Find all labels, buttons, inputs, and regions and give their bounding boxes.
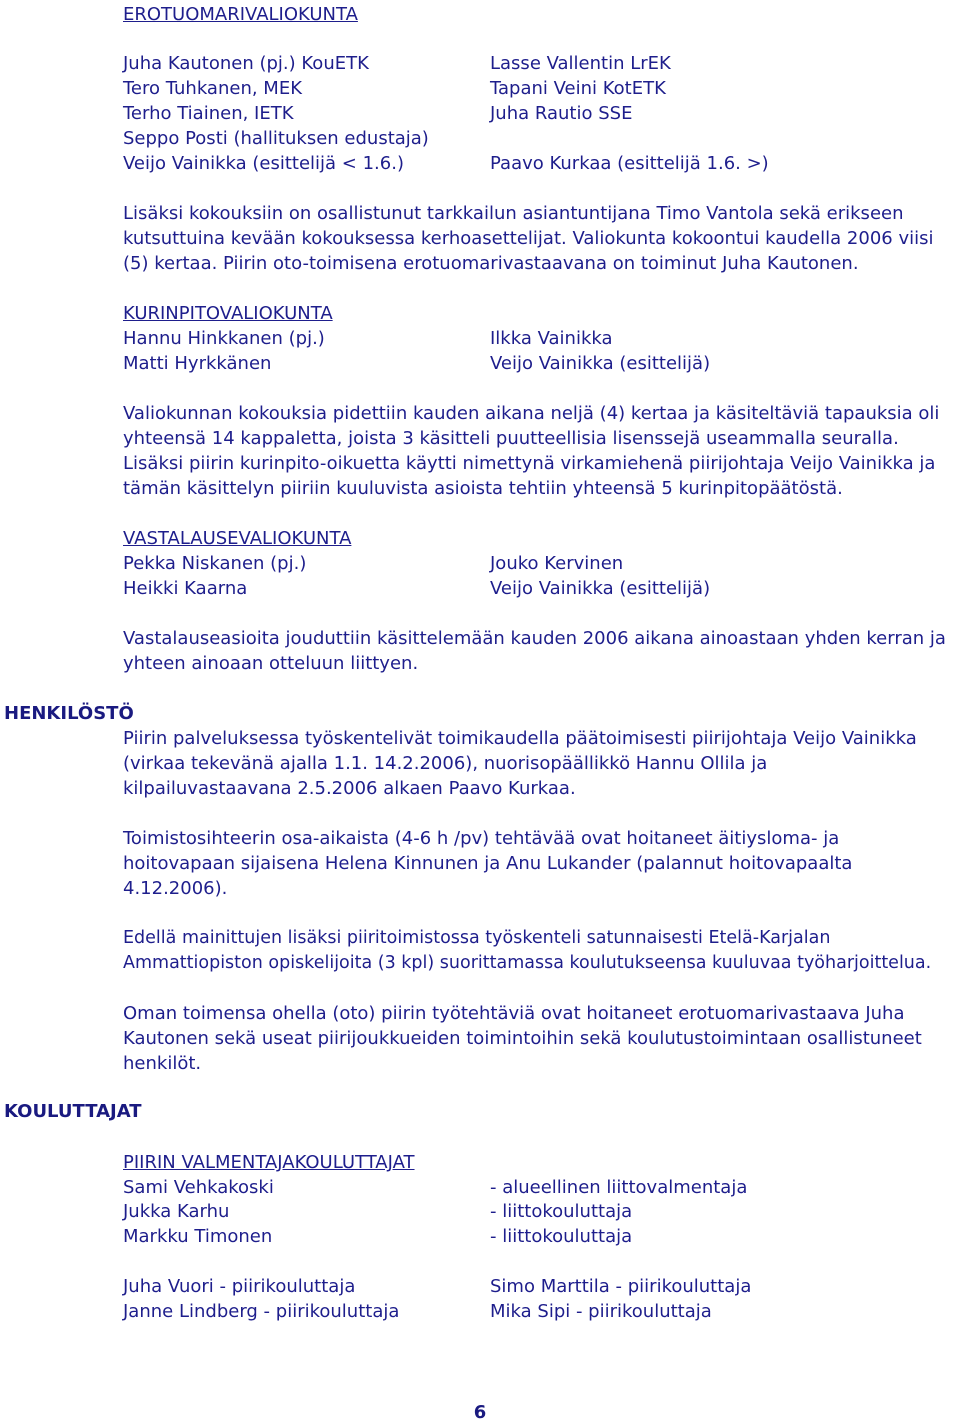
paragraph-line: Vastalauseasioita jouduttiin käsittelemään kauden 2006 aikana ainoastaan yhden kerran ja — [123, 628, 946, 649]
paragraph-line: Edellä mainittujen lisäksi piiritoimistossa työskenteli satunnaisesti Etelä-Karjalan — [123, 928, 831, 948]
kouluttaja-role: - alueellinen liittovalmentaja — [490, 1177, 748, 1198]
vastalause-member: Jouko Kervinen — [490, 553, 624, 574]
henkilosto-paragraph-3 — [123, 926, 958, 976]
henkilosto-heading: HENKILÖSTÖ — [4, 703, 134, 724]
henkilosto-paragraph-4 — [123, 1001, 958, 1076]
kurinpito-paragraph — [123, 401, 958, 501]
erotuomari-member: Juha Kautonen (pj.) KouETK — [123, 53, 369, 74]
kurinpito-title: KURINPITOVALIOKUNTA — [123, 303, 333, 324]
erotuomari-member: Tapani Veini KotETK — [490, 78, 666, 99]
henkilosto-paragraph-2 — [123, 826, 958, 901]
paragraph-line: Lisäksi piirin kurinpito-oikuetta käytti nimettynä virkamiehenä piirijohtaja Veijo Vainikka ja — [123, 453, 936, 474]
paragraph-line: (5) kertaa. Piirin oto-toimisena erotuomarivastaavana on toiminut Juha Kautonen. — [123, 253, 859, 274]
erotuomari-title: EROTUOMARIVALIOKUNTA — [123, 4, 358, 25]
paragraph-line: tämän käsittelyn piiriin kuuluvista asioista tehtiin yhteensä 5 kurinpitopäätöstä. — [123, 478, 843, 499]
kurinpito-member: Ilkka Vainikka — [490, 328, 613, 349]
piirikouluttaja: Janne Lindberg - piirikouluttaja — [123, 1301, 400, 1322]
piirikouluttaja: Juha Vuori - piirikouluttaja — [123, 1276, 356, 1297]
kurinpito-member: Veijo Vainikka (esittelijä) — [490, 353, 711, 374]
vastalause-title: VASTALAUSEVALIOKUNTA — [123, 528, 352, 549]
erotuomari-member: Terho Tiainen, IETK — [123, 103, 294, 124]
paragraph-line: Oman toimensa ohella (oto) piirin työtehtäviä ovat hoitaneet erotuomarivastaava Juha — [123, 1003, 905, 1024]
paragraph-line: hoitovapaan sijaisena Helena Kinnunen ja Anu Lukander (palannut hoitovapaalta — [123, 853, 853, 874]
henkilosto-paragraph-1 — [123, 726, 958, 801]
paragraph-line: henkilöt. — [123, 1053, 202, 1074]
erotuomari-member: Lasse Vallentin LrEK — [490, 53, 671, 74]
kouluttajat-heading: KOULUTTAJAT — [4, 1101, 142, 1122]
paragraph-line: kilpailuvastaavana 2.5.2006 alkaen Paavo Kurkaa. — [123, 778, 576, 799]
paragraph-line: yhteen ainoaan otteluun liittyen. — [123, 653, 419, 674]
erotuomari-member: Paavo Kurkaa (esittelijä 1.6. >) — [490, 153, 769, 174]
kouluttajat-title: PIIRIN VALMENTAJAKOULUTTAJAT — [123, 1152, 415, 1173]
piirikouluttaja: Mika Sipi - piirikouluttaja — [490, 1301, 712, 1322]
erotuomari-member: Seppo Posti (hallituksen edustaja) — [123, 128, 429, 149]
kouluttaja-name: Sami Vehkakoski — [123, 1177, 274, 1198]
erotuomari-member: Tero Tuhkanen, MEK — [123, 78, 303, 99]
paragraph-line: Ammattiopiston opiskelijoita (3 kpl) suorittamassa koulutukseensa kuuluvaa työharjoittelua. — [123, 953, 932, 973]
kouluttaja-name: Markku Timonen — [123, 1226, 273, 1247]
erotuomari-member: Juha Rautio SSE — [490, 103, 633, 124]
paragraph-line: Toimistosihteerin osa-aikaista (4-6 h /pv) tehtävää ovat hoitaneet äitiysloma- ja — [123, 828, 840, 849]
kouluttaja-name: Jukka Karhu — [123, 1201, 230, 1222]
paragraph-line: (virkaa tekevänä ajalla 1.1. 14.2.2006), nuorisopäällikkö Hannu Ollila ja — [123, 753, 768, 774]
kouluttaja-role: - liittokouluttaja — [490, 1226, 633, 1247]
piirikouluttaja: Simo Marttila - piirikouluttaja — [490, 1276, 752, 1297]
paragraph-line: kutsuttuina kevään kokouksessa kerhoasettelijat. Valiokunta kokoontui kaudella 2006 viisi — [123, 228, 934, 249]
paragraph-line: Kautonen sekä useat piirijoukkueiden toimintoihin sekä koulutustoimintaan osallistuneet — [123, 1028, 922, 1049]
erotuomari-paragraph — [123, 201, 958, 276]
vastalause-paragraph — [123, 626, 958, 676]
page-number: 6 — [473, 1402, 487, 1423]
vastalause-member: Heikki Kaarna — [123, 578, 248, 599]
paragraph-line: Lisäksi kokouksiin on osallistunut tarkkailun asiantuntijana Timo Vantola sekä erikseen — [123, 203, 904, 224]
paragraph-line: Piirin palveluksessa työskentelivät toimikaudella päätoimisesti piirijohtaja Veijo Vainikka — [123, 728, 917, 749]
kurinpito-member: Matti Hyrkkänen — [123, 353, 272, 374]
erotuomari-member: Veijo Vainikka (esittelijä < 1.6.) — [123, 153, 404, 174]
paragraph-line: Valiokunnan kokouksia pidettiin kauden aikana neljä (4) kertaa ja käsiteltäviä tapauksia oli — [123, 403, 940, 424]
paragraph-line: 4.12.2006). — [123, 878, 228, 899]
vastalause-member: Veijo Vainikka (esittelijä) — [490, 578, 711, 599]
paragraph-line: yhteensä 14 kappaletta, joista 3 käsitteli puutteellisia lisenssejä useammalla seuralla. — [123, 428, 899, 449]
kouluttaja-role: - liittokouluttaja — [490, 1201, 633, 1222]
vastalause-member: Pekka Niskanen (pj.) — [123, 553, 307, 574]
kurinpito-member: Hannu Hinkkanen (pj.) — [123, 328, 325, 349]
